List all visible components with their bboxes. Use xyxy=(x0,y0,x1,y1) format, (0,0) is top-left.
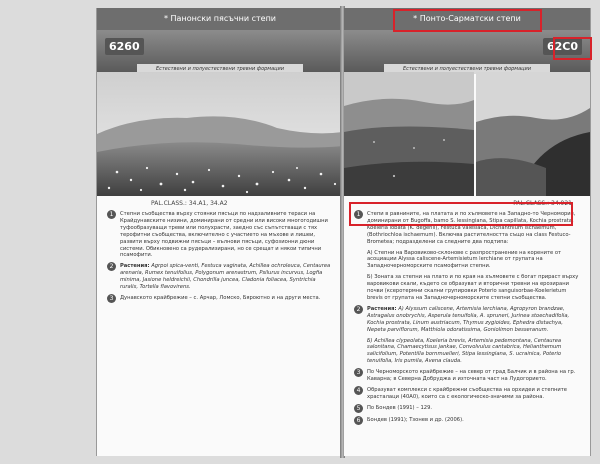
left-section-1 xyxy=(107,211,335,259)
section-text: А) Alyssum caliscene, Artemisia lerchiana, Agropyron brandzae, Astragalus onobrychis, Asperula tenuifolia, A. spruneri, Jurinea stoechadifolia, Kochia prostrata, Linum austriacum, Thymus zygioides, Ephedra distachya, Nepeta parviflorum, Matthiola odoratissima, Goniolimon besseranum. xyxy=(367,305,570,333)
right-pal-class: PAL.CLASS.: 34.921 xyxy=(513,200,572,207)
section-text: Степи в равнините, на платата и по хълмовете на Западно-то Черноморие, доминирани от Bugoffa, bamo S. lessingiana, Stipa capillata, Kochia prostrata, Koeleria lobata (K. degenii), Festuca valesiaca, Dichanthium ischaemum, (Bothriochloa ischaemum). Включва растителността също на class Festuco-Brometea; подразделени са следните два подтипа: xyxy=(367,211,576,245)
section-number: 2 xyxy=(354,305,363,314)
section-text: А) Степни на Варовиково-склонове с разпространение на корените от асоциации Alyssa caliscene-Artemisietum lerchiane от групата на Западночерноморските псамофитни степни. xyxy=(367,249,562,270)
left-pal-class: PAL.CLASS.: 34.A1, 34.A2 xyxy=(151,200,228,207)
section-text: Б) Achillea clypeolata, Koeleria brevis, Artemisia pedemontana, Centaurea salonitana, Chamaecytisus jankae, Convolvulus cantabrica, Helianthemum salicifolium, Potentilla bornmuelleri, Stipa lessingiana, S. ucrainica, Poterio tenuifolia, Iris pumila, Avena clauda. xyxy=(367,337,562,365)
section-text: По Черноморското крайбрежие – на север от град Балчик и в района на гр. Каварна; в Северна Добруджа и източната част на Лудогорието. xyxy=(367,369,576,383)
right-subtitle: Естествени и полуестествени тревни формации xyxy=(384,64,550,74)
section-number: 2 xyxy=(107,262,116,271)
section-number: 3 xyxy=(354,368,363,377)
left-steppe-photo xyxy=(97,72,343,196)
left-description xyxy=(107,211,335,307)
left-header-bar xyxy=(97,30,343,72)
left-section-2 xyxy=(107,263,335,291)
section-text: Б) Зоната за степни на плато и по края на хълмовете с богат прираст върху варовикови скали, където се образуват и вторични тревни на ерозирани почви (ксеротермни скални групировки Poterio sanguisorbae-Koelerietum brevis от групата на Западночерноморските степни съобщества. xyxy=(367,274,579,301)
left-section-3 xyxy=(107,295,335,303)
right-section-2b xyxy=(354,338,582,366)
left-page-title: * Панонски пясъчни степи xyxy=(97,8,343,30)
section-number: 5 xyxy=(354,404,363,413)
right-section-3 xyxy=(354,369,582,383)
code-highlight-box xyxy=(553,37,592,60)
right-page-title: * Понто-Сарматски степи xyxy=(344,8,590,30)
right-steppe-photo-1 xyxy=(344,72,474,196)
title-highlight-box xyxy=(393,9,542,32)
section-number: 1 xyxy=(354,210,363,219)
section-text: Agrpoi spica-venti, Festuca vaginata, Achillea ochroleuca, Centaurea arenaria, Rumex tenuifolius, Polygonum arenastrum, Psilurus incurvus, Logfia minima, Jasione heldreichii, Chondrilla juncea, Cladonia foliacea, Syntrichia ruralis, Tortella flavovirens. xyxy=(120,263,331,291)
section-text: Образуват комплекси с крайбрежни съобщества на орхидеи и степните храсталаци (40А0), които са с екологическо-значими за района. xyxy=(367,386,567,400)
section-text: Дунавското крайбрежие – с. Арчар, Ломско, Бяроютно и на други места. xyxy=(120,294,321,301)
right-steppe-photo-2 xyxy=(476,72,590,196)
text-highlight-box xyxy=(349,202,573,226)
right-section-2 xyxy=(354,306,582,334)
left-subtitle: Естествени и полуестествени тревни формации xyxy=(137,64,303,74)
section-number: 3 xyxy=(107,294,116,303)
section-number: 4 xyxy=(354,386,363,395)
right-description xyxy=(354,211,582,429)
plants-label: Растения: xyxy=(367,305,397,312)
right-section-1b xyxy=(354,274,582,302)
right-section-1a xyxy=(354,250,582,271)
section-text: Бондев (1991); Тзонев и др. (2006). xyxy=(367,416,464,423)
right-section-5 xyxy=(354,405,582,413)
left-page xyxy=(96,8,343,456)
left-habitat-code: 6260 xyxy=(105,38,144,55)
section-number: 6 xyxy=(354,416,363,425)
plants-label: Растения: xyxy=(120,263,150,270)
right-page xyxy=(344,8,591,456)
section-text: По Бондев (1991) – 129. xyxy=(367,404,433,411)
right-habitat-code: 62C0 xyxy=(543,38,582,55)
right-section-6 xyxy=(354,417,582,425)
section-number: 1 xyxy=(107,210,116,219)
section-text: Степни съобщества върху стоянки пясъци по надзаливните тераси на Крайдунавските низини, доминирани от средни или високи многогодишни туфообразуващи треви или полухрасти, заедно със съпътстващи с тях терофитни съобщества, включително с участието на мъхове и лишеи, развити върху подвижни пясъци – вълнови пясъци, суфозионни дюни системи. Обикновено са рудерализирани, но се срещат и някои типични псамофити. xyxy=(120,211,328,259)
right-section-4 xyxy=(354,387,582,401)
